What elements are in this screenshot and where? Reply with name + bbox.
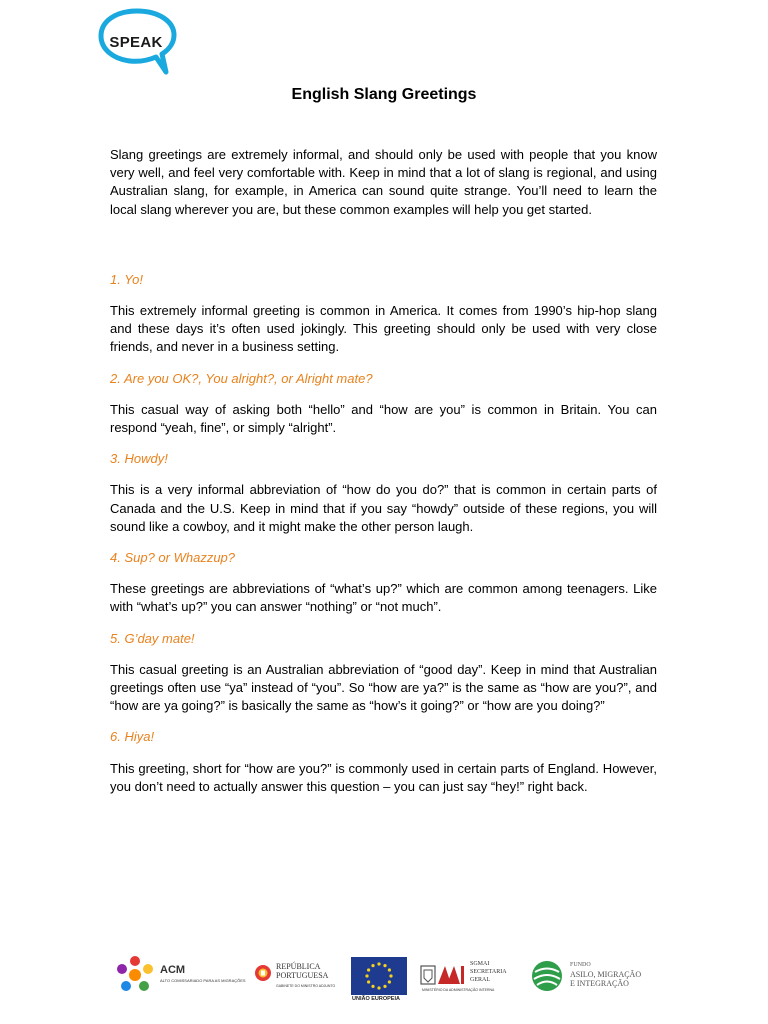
republica-line3: GABINETE DO MINISTRO ADJUNTO bbox=[276, 984, 336, 988]
footer-logos bbox=[110, 950, 658, 1006]
section-body-hiya: This greeting, short for “how are you?” is commonly used in certain parts of England. However, you don’t need to actually answer this question – you can just say “hey!” right back. bbox=[110, 760, 657, 794]
sgmai-line2: SECRETARIA bbox=[470, 969, 507, 975]
acm-subtitle: ALTO COMISSARIADO PARA AS MIGRAÇÕES bbox=[160, 978, 246, 983]
sgmai-logo bbox=[420, 950, 520, 1006]
section-body-alright: This casual way of asking both “hello” and “how are you” is common in Britain. You can respond “yeah, fine”, or simply “alright”. bbox=[110, 401, 657, 436]
section-heading-gday: 5. G’day mate! bbox=[110, 630, 195, 646]
fundo-line3: E INTEGRAÇÃO bbox=[570, 979, 629, 988]
portugal-shield-icon bbox=[254, 964, 272, 982]
republica-line1: REPÚBLICA bbox=[276, 962, 321, 971]
acm-star-icon bbox=[114, 954, 156, 996]
document-body bbox=[110, 146, 657, 809]
sgmai-emblem-icon bbox=[420, 964, 466, 986]
page-title: English Slang Greetings bbox=[291, 86, 477, 103]
fundo-line2: ASILO, MIGRAÇÃO bbox=[570, 970, 642, 979]
sgmai-line1: SGMAI bbox=[470, 961, 490, 967]
republica-line2: PORTUGUESA bbox=[276, 971, 329, 980]
fundo-globe-icon bbox=[530, 959, 564, 993]
section-body-howdy: This is a very informal abbreviation of “how do you do?” that is common in certain parts of Canada and the U.S. Keep in mind that if you say “howdy” outside of these regions, you will sound like a cowboy, and it might make the other person laugh. bbox=[110, 482, 657, 534]
intro-paragraph: Slang greetings are extremely informal, and should only be used with people that you know very well, and feel very comfortable with. Keep in mind that a lot of slang is regional, and using Australian slang, for example, in America can sound quite strange. You’ll need to learn the local slang wherever you are, but these common examples will help you get started. bbox=[110, 147, 657, 217]
acm-name: ACM bbox=[160, 964, 186, 976]
section-heading-alright: 2. Are you OK?, You alright?, or Alright mate? bbox=[110, 370, 373, 386]
uniao-europeia-logo bbox=[350, 950, 408, 1006]
eu-flag-icon bbox=[351, 957, 407, 995]
speak-logo bbox=[96, 8, 178, 76]
section-body-yo: This extremely informal greeting is common in America. It comes from 1990’s hip-hop slang and these days it’s often used jokingly. This greeting should only be used with very close friends, and never in a business setting. bbox=[110, 303, 657, 355]
eu-label: UNIÃO EUROPEIA bbox=[352, 996, 400, 1002]
section-body-sup: These greetings are abbreviations of “what’s up?” which are common among teenagers. Like with “what’s up?” you can answer “nothing” or “not much”. bbox=[110, 581, 657, 615]
section-body-gday: This casual greeting is an Australian abbreviation of “good day”. Keep in mind that Australian greetings often use “ya” instead of “you”. So “how are ya?” is the same as “how are you?”, and “how are ya going?” is basically the same as “how’s it going?” or “how are you doing?” bbox=[110, 661, 657, 714]
section-heading-howdy: 3. Howdy! bbox=[110, 451, 168, 467]
fundo-asilo-logo bbox=[530, 950, 658, 1006]
logo-text: SPEAK bbox=[109, 34, 163, 51]
section-heading-yo: 1. Yo! bbox=[110, 271, 144, 287]
section-heading-sup: 4. Sup? or Whazzup? bbox=[110, 550, 236, 566]
acm-logo bbox=[114, 950, 244, 1006]
section-heading-hiya: 6. Hiya! bbox=[110, 729, 155, 745]
fundo-line1: FUNDO bbox=[570, 962, 591, 968]
sgmai-subtitle: MINISTÉRIO DA ADMINISTRAÇÃO INTERNA bbox=[422, 988, 495, 992]
sgmai-line3: GERAL bbox=[470, 977, 490, 983]
republica-portuguesa-logo bbox=[254, 950, 342, 1006]
